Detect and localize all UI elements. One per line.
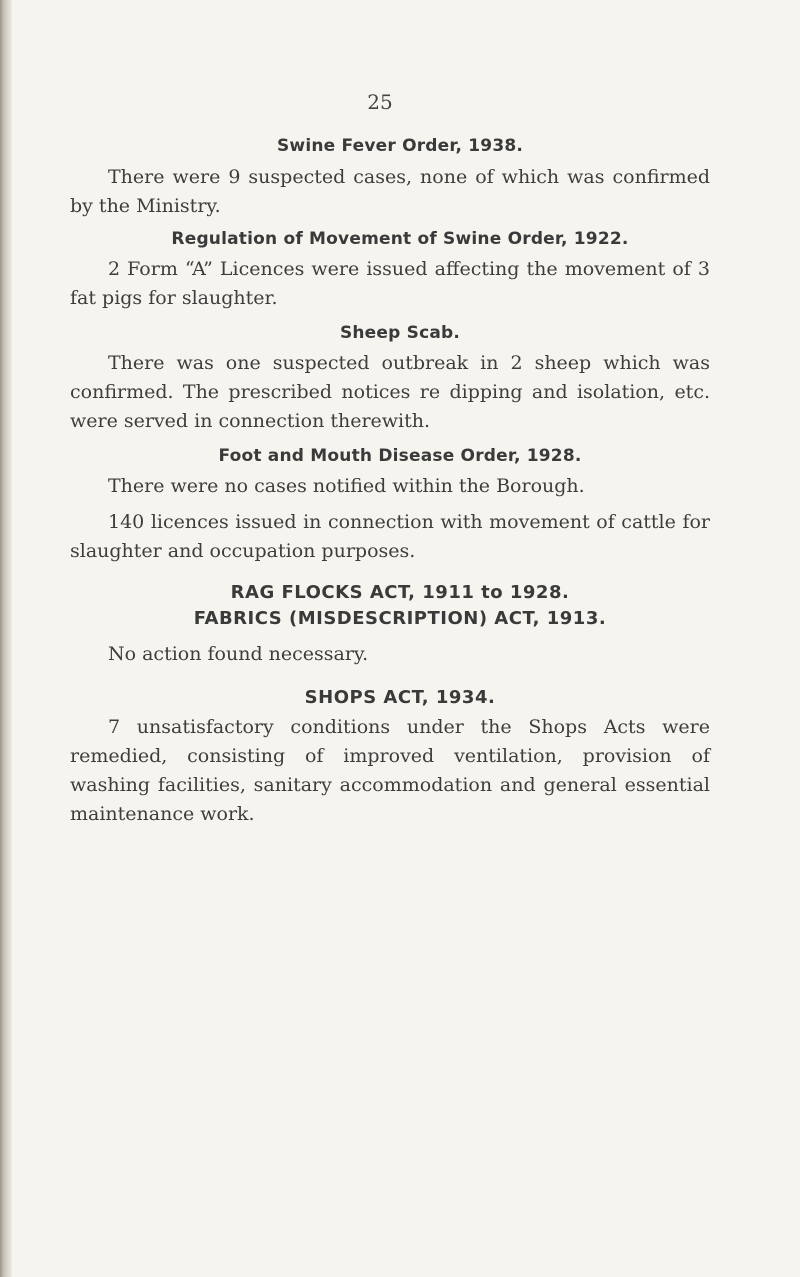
section-heading-shops-act: SHOPS ACT, 1934. [304, 687, 496, 708]
paragraph-rag-flocks-fabrics: No action found necessary. [108, 643, 369, 665]
paragraph-shops-act: 7 unsatisfactory conditions under the Shops Acts were remedied, consisting of improved ventilation, provision of washing facilities, sanitary accommodation and general essential maintenance work. [70, 716, 710, 825]
page-number: 25 [367, 90, 393, 114]
page-edge-shadow [0, 0, 12, 1277]
section-heading-swine-fever: Swine Fever Order, 1938. [276, 136, 524, 156]
section-heading-fabrics: FABRICS (MISDESCRIPTION) ACT, 1913. [193, 608, 607, 629]
section-heading-movement-of-swine: Regulation of Movement of Swine Order, 1922. [171, 229, 629, 249]
section-heading-sheep-scab: Sheep Scab. [339, 323, 461, 343]
paragraph-movement-of-swine: 2 Form “A” Licences were issued affecting the movement of 3 fat pigs for slaughter. [70, 258, 710, 309]
section-heading-foot-and-mouth: Foot and Mouth Disease Order, 1928. [218, 446, 582, 466]
paragraph-swine-fever: There were 9 suspected cases, none of which was confirmed by the Ministry. [70, 166, 710, 217]
section-heading-rag-flocks: RAG FLOCKS ACT, 1911 to 1928. [230, 582, 570, 603]
paragraph-foot-and-mouth-2: 140 licences issued in connection with movement of cattle for slaughter and occupation purposes. [70, 511, 710, 562]
paragraph-foot-and-mouth-1: There were no cases notified within the Borough. [108, 475, 585, 497]
paragraph-sheep-scab: There was one suspected outbreak in 2 sheep which was confirmed. The prescribed notices re dipping and isolation, etc. were served in connection therewith. [70, 352, 710, 432]
